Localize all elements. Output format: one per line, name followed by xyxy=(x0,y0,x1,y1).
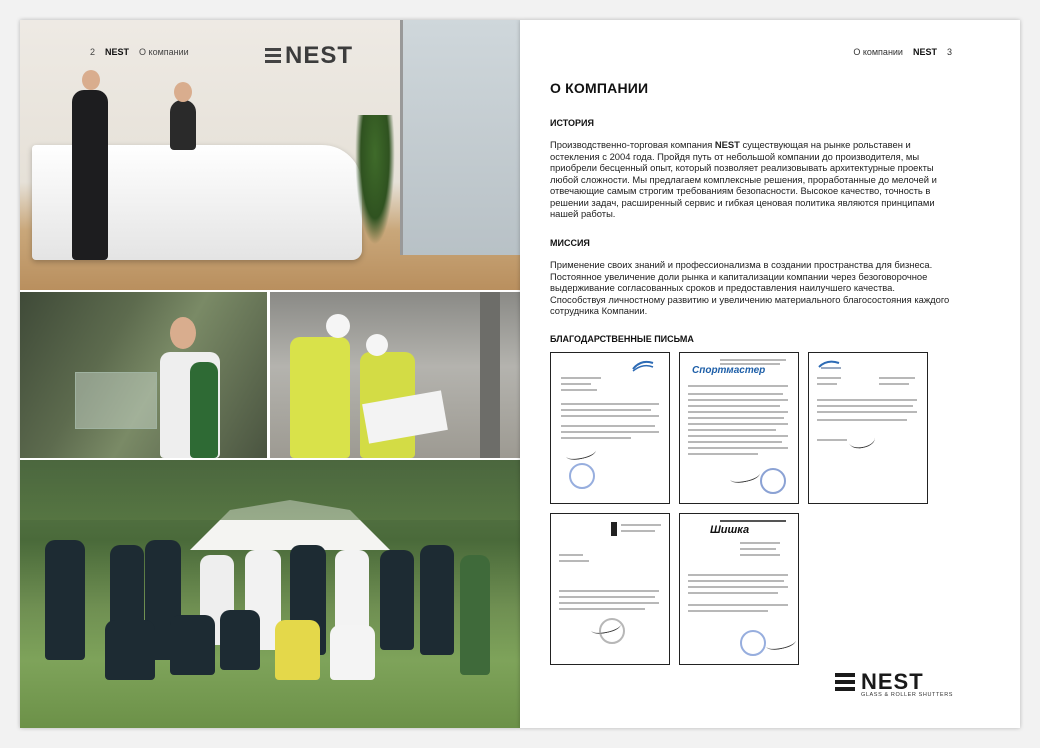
letter-logo: Шишка xyxy=(710,524,750,536)
wall-logo-text: NEST xyxy=(285,42,354,69)
thank-you-letter[interactable] xyxy=(679,513,799,665)
mission-text: Применение своих знаний и профессионализма в создании пространства для бизнеса. Постоянное увеличение доли рынка и капитализации компании через безоговорочное выдерживание согласованных сроков и предоставления наилучшего качества. Способствуя личностному развитию и увеличению материального благосостояния каждого сотрудника Компании. xyxy=(550,259,950,316)
hard-hat xyxy=(326,314,350,338)
office-plant xyxy=(355,115,395,245)
team-group-photo xyxy=(20,460,520,728)
thank-you-letter[interactable] xyxy=(550,513,670,665)
right-page-header xyxy=(853,47,952,57)
header-brand: NEST xyxy=(105,47,130,57)
company-logo-icon xyxy=(631,359,655,373)
history-brand: NEST xyxy=(714,139,740,150)
header-section: О компании xyxy=(853,47,903,57)
page-title: О КОМПАНИИ xyxy=(550,80,649,96)
page-number: 2 xyxy=(90,47,96,57)
thank-you-letter[interactable] xyxy=(679,352,799,504)
wall-logo xyxy=(265,42,365,78)
office-reception-photo xyxy=(20,20,520,290)
right-page xyxy=(520,20,1020,728)
brand-name: NEST xyxy=(861,669,924,694)
construction-workers-photo xyxy=(270,292,520,458)
glass-worker-photo xyxy=(20,292,267,458)
stamp-icon xyxy=(760,468,786,494)
company-logo-icon xyxy=(817,359,843,371)
receptionist xyxy=(170,100,196,150)
stamp-icon xyxy=(599,618,625,644)
thank-you-letter[interactable] xyxy=(550,352,670,504)
nest-logo-icon xyxy=(835,673,855,691)
man-in-suit xyxy=(72,90,108,260)
company-logo-icon xyxy=(611,522,617,536)
history-heading: ИСТОРИЯ xyxy=(550,118,594,128)
brand-tagline: GLASS & ROLLER SHUTTERS xyxy=(861,692,954,698)
history-text: Производственно-торговая компания NEST существующая на рынке рольставен и остекления с 2004 года. Пройдя путь от небольшой компании до производителя, мы приобрели бесценный опыт, который позволяет реализовывать архитектурные проекты любой сложности. Мы предлагаем комплексные решения, проработанные до мелочей и отвечающие самым строгим требованиям безопасности. Высокое качество, точность в решении задач, расширенный сервис и гибкая ценовая политика являются принципами нашей работы. xyxy=(550,139,937,219)
stamp-icon xyxy=(569,463,595,489)
header-section: О компании xyxy=(139,47,189,57)
mission-heading: МИССИЯ xyxy=(550,238,590,248)
stamp-icon xyxy=(740,630,766,656)
nest-logo xyxy=(835,671,955,701)
page-number: 3 xyxy=(946,47,952,57)
glass-partition xyxy=(400,20,520,255)
header-brand: NEST xyxy=(912,47,937,57)
left-page-header xyxy=(90,47,189,57)
thank-you-letter[interactable] xyxy=(808,352,928,504)
letter-logo: Спортмастер xyxy=(692,365,766,376)
left-page xyxy=(20,20,520,728)
glass-pane xyxy=(75,372,157,429)
letters-heading: БЛАГОДАРСТВЕННЫЕ ПИСЬМА xyxy=(550,334,694,344)
